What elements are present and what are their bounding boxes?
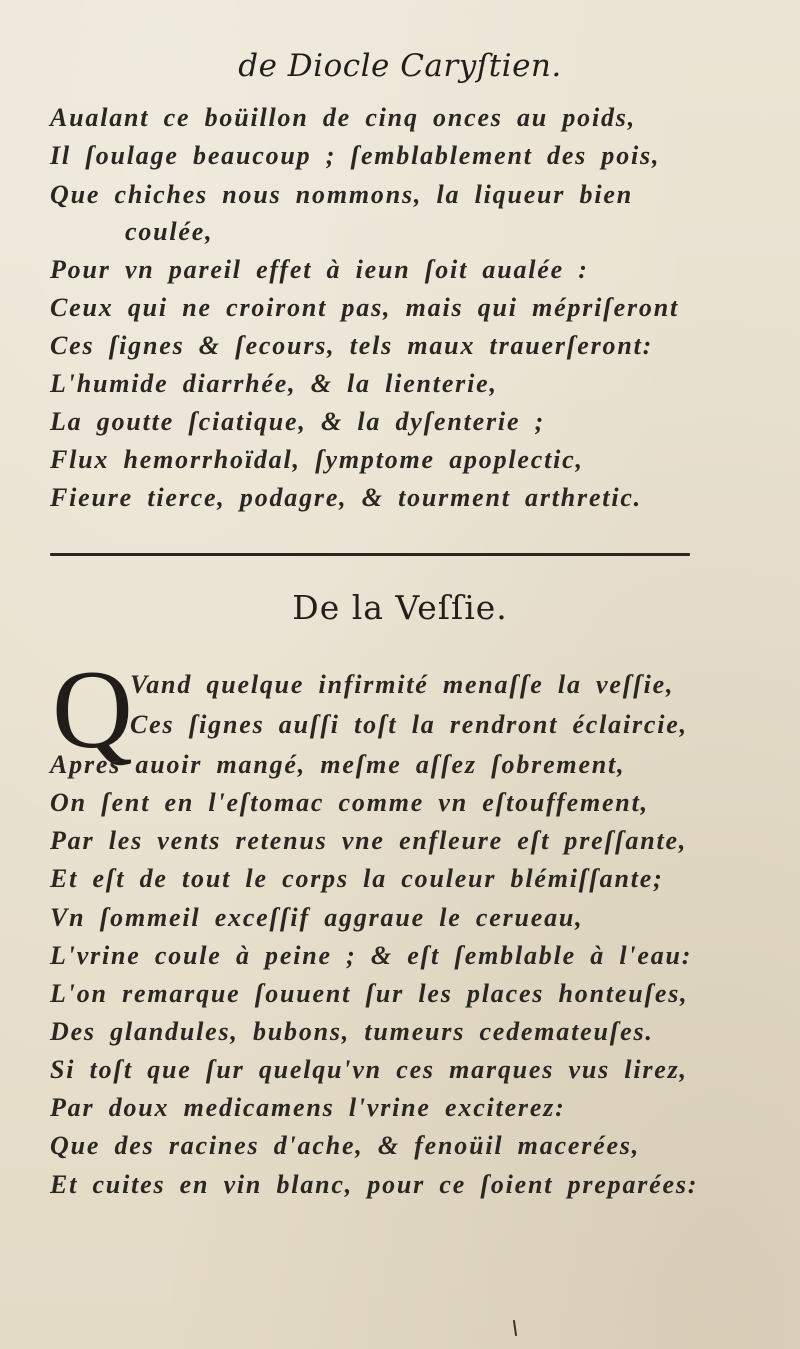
verse-line: Il ſoulage beaucoup ; ſemblablement des pois, — [50, 141, 661, 170]
section-title: De la Veſſie. — [292, 588, 508, 627]
printer-mark — [513, 1320, 517, 1336]
verse-line: Pour vn pareil effet à ieun ſoit aualée : — [50, 255, 589, 284]
verse-line: Ces ſignes auſſi toſt la rendront éclaircie, — [130, 710, 688, 739]
verse-line: Que chiches nous nommons, la liqueur bien — [50, 180, 633, 209]
verse-line: Apres auoir mangé, meſme aſſez ſobrement, — [50, 750, 626, 779]
verse-line: L'humide diarrhée, & la lienterie, — [50, 369, 498, 398]
verse-line: La goutte ſciatique, & la dyſenterie ; — [50, 407, 546, 436]
verse-line: Si toſt que ſur quelqu'vn ces marques vus lirez, — [50, 1055, 688, 1084]
verse-line: L'vrine coule à peine ; & eſt ſemblable à l'eau: — [50, 941, 693, 970]
verse-line: Flux hemorrhoïdal, ſymptome apoplectic, — [50, 445, 584, 474]
verse-line: Et eſt de tout le corps la couleur blémiſſante; — [50, 864, 664, 893]
running-head: de Diocle Caryſtien. — [238, 48, 562, 84]
verse-line: Vand quelque infirmité menaſſe la veſſie, — [130, 670, 675, 699]
verse-line: Que des racines d'ache, & fenoüil macerées, — [50, 1131, 641, 1160]
section-divider — [50, 553, 690, 556]
verse-line: Vn ſommeil exceſſif aggraue le cerueau, — [50, 903, 584, 932]
verse-line: On ſent en l'eſtomac comme vn eſtouffement, — [50, 788, 649, 817]
verse-line: Aualant ce boüillon de cinq onces au poids, — [50, 103, 637, 132]
verse-line: Ces ſignes & ſecours, tels maux trauerſeront: — [50, 331, 654, 360]
verse-line: L'on remarque ſouuent ſur les places honteuſes, — [50, 979, 689, 1008]
drop-cap: Q — [52, 648, 133, 772]
verse-line: Par doux medicamens l'vrine exciterez: — [50, 1093, 566, 1122]
verse-line: Par les vents retenus vne enfleure eſt preſſante, — [50, 826, 688, 855]
verse-line: Des glandules, bubons, tumeurs cedemateuſes. — [50, 1017, 654, 1046]
verse-line-continuation: coulée, — [125, 217, 214, 246]
verse-line: Et cuites en vin blanc, pour ce ſoient preparées: — [50, 1170, 699, 1199]
verse-line: Ceux qui ne croiront pas, mais qui mépriſeront — [50, 293, 679, 322]
verse-line: Fieure tierce, podagre, & tourment arthretic. — [50, 483, 642, 512]
